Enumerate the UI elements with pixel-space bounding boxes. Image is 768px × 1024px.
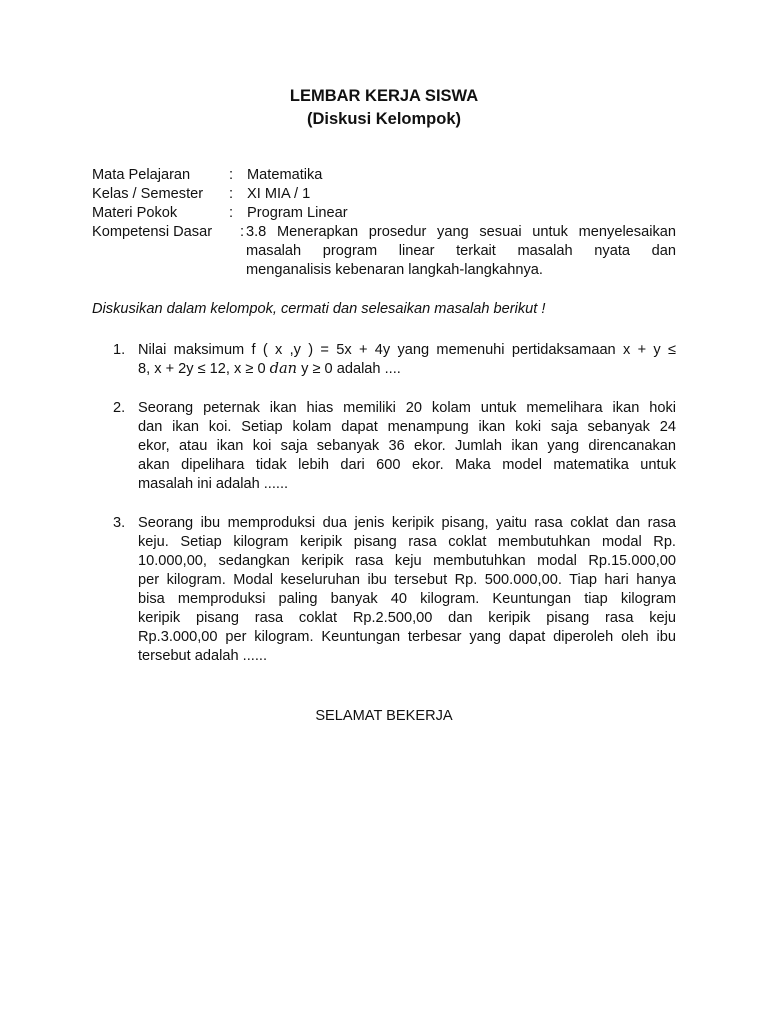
- info-colon: :: [229, 186, 234, 202]
- competency-line: menganalisis kebenaran langkah-langkahnya.: [246, 262, 543, 278]
- question-line: [138, 359, 401, 379]
- question-line: tersebut adalah ......: [138, 648, 267, 664]
- closing-text: SELAMAT BEKERJA: [315, 708, 453, 724]
- question-line: ekor, atau ikan koi saja sebanyak 36 ekor. Jumlah ikan yang direncanakan: [138, 438, 676, 454]
- info-label: Mata Pelajaran: [92, 167, 191, 183]
- question-line: masalah ini adalah ......: [138, 476, 289, 492]
- question-line: keripik pisang rasa coklat Rp.2.500,00 dan keripik pisang rasa keju: [138, 610, 676, 626]
- competency-line: masalah program linear terkait masalah nyata dan: [246, 243, 676, 259]
- question-line: Seorang ibu memproduksi dua jenis keripik pisang, yaitu rasa coklat dan rasa: [138, 515, 676, 531]
- info-label: Materi Pokok: [92, 205, 178, 221]
- question-line: Rp.3.000,00 per kilogram. Keuntungan terbesar yang dapat diperoleh oleh ibu: [138, 629, 676, 645]
- instruction-text: Diskusikan dalam kelompok, cermati dan selesaikan masalah berikut !: [92, 301, 546, 317]
- info-value: Program Linear: [247, 205, 348, 221]
- question-line: akan dipelihara tidak lebih dari 600 ekor. Maka model matematika untuk: [138, 457, 676, 473]
- question-number: 2.: [113, 400, 126, 416]
- question-line: keju. Setiap kilogram keripik pisang rasa coklat membutuhkan modal Rp.: [138, 534, 676, 550]
- info-colon: :: [240, 224, 245, 240]
- math-tail: y ≥ 0 adalah ....: [297, 361, 401, 377]
- info-colon: :: [229, 205, 234, 221]
- question-line: Seorang peternak ikan hias memiliki 20 kolam untuk memelihara ikan hoki: [138, 400, 676, 416]
- info-colon: :: [229, 167, 234, 183]
- question-line: per kilogram. Modal keseluruhan ibu tersebut Rp. 500.000,00. Tiap hari hanya: [138, 572, 676, 588]
- question-line: bisa memproduksi paling banyak 40 kilogram. Keuntungan tiap kilogram: [138, 591, 676, 607]
- question-line: dan ikan koi. Setiap kolam dapat menampung ikan koki saja sebanyak 24: [138, 419, 676, 435]
- question-line: 10.000,00, sedangkan keripik rasa keju membutuhkan modal Rp.15.000,00: [138, 553, 676, 569]
- info-value: Matematika: [247, 167, 323, 183]
- math-word-dan: dan: [269, 360, 298, 377]
- info-label: Kompetensi Dasar: [92, 224, 213, 240]
- question-number: 1.: [113, 342, 126, 358]
- competency-line: 3.8 Menerapkan prosedur yang sesuai untuk menyelesaikan: [246, 224, 676, 240]
- math-inequalities: 8, x + 2y ≤ 12, x ≥ 0: [138, 361, 270, 377]
- info-value: XI MIA / 1: [247, 186, 311, 202]
- info-label: Kelas / Semester: [92, 186, 204, 202]
- question-number: 3.: [113, 515, 126, 531]
- page-title: LEMBAR KERJA SISWA: [289, 87, 479, 105]
- page-subtitle: (Diskusi Kelompok): [306, 110, 462, 128]
- question-line: Nilai maksimum f ( x ,y ) = 5x + 4y yang memenuhi pertidaksamaan x + y ≤: [138, 342, 676, 358]
